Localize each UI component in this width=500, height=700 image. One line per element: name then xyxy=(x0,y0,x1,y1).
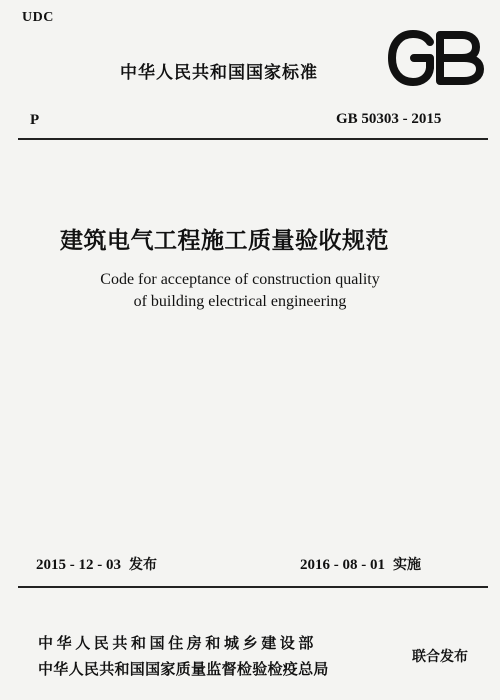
standard-type: 中华人民共和国国家标准 xyxy=(120,63,318,83)
udc-label: UDC xyxy=(22,10,54,25)
implementation-date: 2016 - 08 - 01 xyxy=(300,557,385,573)
standard-number: GB 50303 - 2015 xyxy=(336,111,442,127)
issue-date-block xyxy=(36,554,157,574)
bottom-divider xyxy=(18,586,488,588)
joint-issue-label: 联合发布 xyxy=(412,649,468,665)
top-divider xyxy=(18,138,488,140)
issue-date: 2015 - 12 - 03 xyxy=(36,557,121,573)
gb-logo-icon xyxy=(386,30,486,86)
title-chinese: 建筑电气工程施工质量验收规范 xyxy=(60,228,389,254)
title-english-line2: of building electrical engineering xyxy=(133,293,347,310)
classification-code: P xyxy=(30,112,40,128)
issuer-aqsiq: 中华人民共和国国家质量监督检验检疫总局 xyxy=(38,660,329,678)
issue-label: 发布 xyxy=(129,557,157,573)
issuer-ministry: 中华人民共和国住房和城乡建设部 xyxy=(38,634,318,652)
implementation-date-block xyxy=(300,554,421,574)
title-english-line1: Code for acceptance of construction quality xyxy=(100,271,380,288)
implementation-label: 实施 xyxy=(393,557,421,573)
